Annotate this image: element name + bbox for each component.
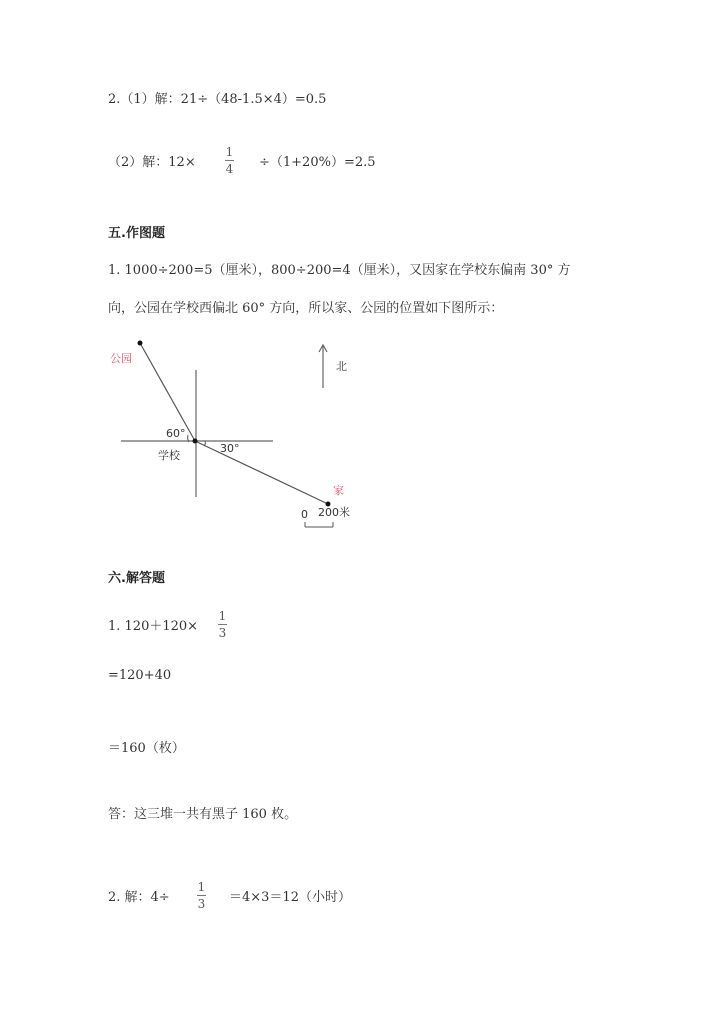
section-6-title: 六.解答题 [108,571,165,586]
denominator: 4 [225,162,234,176]
s6-q2-line-a: 2. 解：4÷ [108,890,170,905]
home-line [195,441,328,504]
school-label: 学校 [158,449,180,462]
s6-q2-line-b: ＝4×3＝12（小时） [229,890,351,905]
numerator: 1 [218,609,227,623]
numerator: 1 [197,880,206,894]
scale-unit-label: 200米 [318,506,350,519]
section-5-title: 五.作图题 [108,226,165,241]
park-point [138,341,143,346]
q2-part1: 2.（1）解：21÷（48-1.5×4）=0.5 [108,92,327,107]
park-label: 公园 [110,352,132,365]
angle-30-label: 30° [220,442,240,455]
fraction-one-third [197,880,206,911]
denominator: 3 [197,897,206,911]
angle-60-label: 60° [166,427,186,440]
q2-part2-a: （2）解：12× [108,155,196,170]
s6-q1-line1: 1. 120＋120× [108,619,199,634]
angle-arc-30 [204,441,205,446]
denominator: 3 [218,626,227,640]
school-point [193,439,198,444]
north-label: 北 [336,360,347,373]
home-label: 家 [333,484,344,497]
scale-zero-label: 0 [301,508,308,521]
section-5-para-1: 1. 1000÷200=5（厘米），800÷200=4（厘米），又因家在学校东偏南 30° 方 [108,263,571,278]
section-5-para-2: 向，公园在学校西偏北 60° 方向，所以家、公园的位置如下图所示： [108,301,504,316]
fraction-bar [218,624,227,625]
fraction-bar [197,895,206,896]
s6-q1-line3: ＝160（枚） [108,741,185,756]
angle-arc-60 [188,435,189,442]
s6-q1-line2: =120+40 [108,668,172,683]
fraction-one-third [218,609,227,640]
numerator: 1 [225,145,234,159]
s6-q1-answer: 答：这三堆一共有黑子 160 枚。 [108,807,298,822]
q2-part2-b: ÷（1+20%）=2.5 [259,155,376,170]
